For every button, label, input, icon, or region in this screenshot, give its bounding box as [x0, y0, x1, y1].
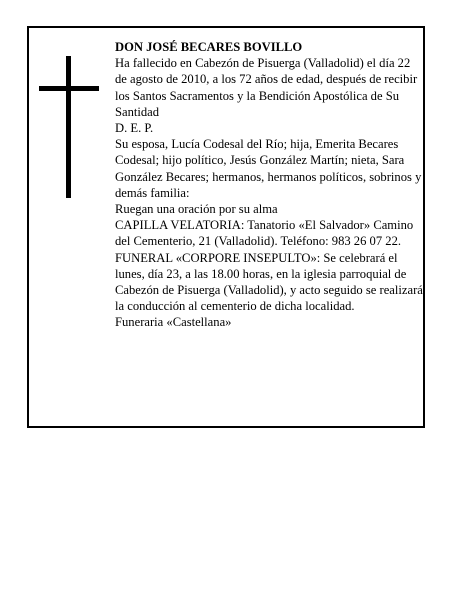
- funeral-info: FUNERAL «CORPORE INSEPULTO»: Se celebrará el lunes, día 23, a las 18.00 horas, en la iglesia parroquial de Cabezón de Pisuerga (Valladolid), y acto seguido se realizará la conducción al cementerio de dicha localidad.: [115, 250, 423, 314]
- obituary-text: [115, 39, 423, 331]
- family-list: Su esposa, Lucía Codesal del Río; hija, Emerita Becares Codesal; hijo político, Jesús González Martín; nieta, Sara González Becares; hermanos, hermanos políticos, sobrinos y demás familia:: [115, 137, 422, 200]
- wake-chapel-info: CAPILLA VELATORIA: Tanatorio «El Salvador» Camino del Cementerio, 21 (Valladolid). Teléfono: 983 26 07 22.: [115, 218, 414, 249]
- funeral-home: Funeraria «Castellana»: [115, 315, 232, 330]
- cross-horizontal-bar: [39, 86, 99, 91]
- obituary-notice: [27, 26, 425, 428]
- prayer-request: Ruegan una oración por su alma: [115, 202, 278, 217]
- death-announcement: Ha fallecido en Cabezón de Pisuerga (Valladolid) el día 22 de agosto de 2010, a los 72 años de edad, después de recibir los Santos Sacramentos y la Bendición Apostólica de Su Santidad: [115, 56, 418, 119]
- cross-vertical-bar: [66, 56, 71, 198]
- deceased-name: DON JOSÉ BECARES BOVILLO: [115, 40, 303, 54]
- cross-icon: [39, 56, 99, 198]
- rip-line: D. E. P.: [115, 121, 154, 136]
